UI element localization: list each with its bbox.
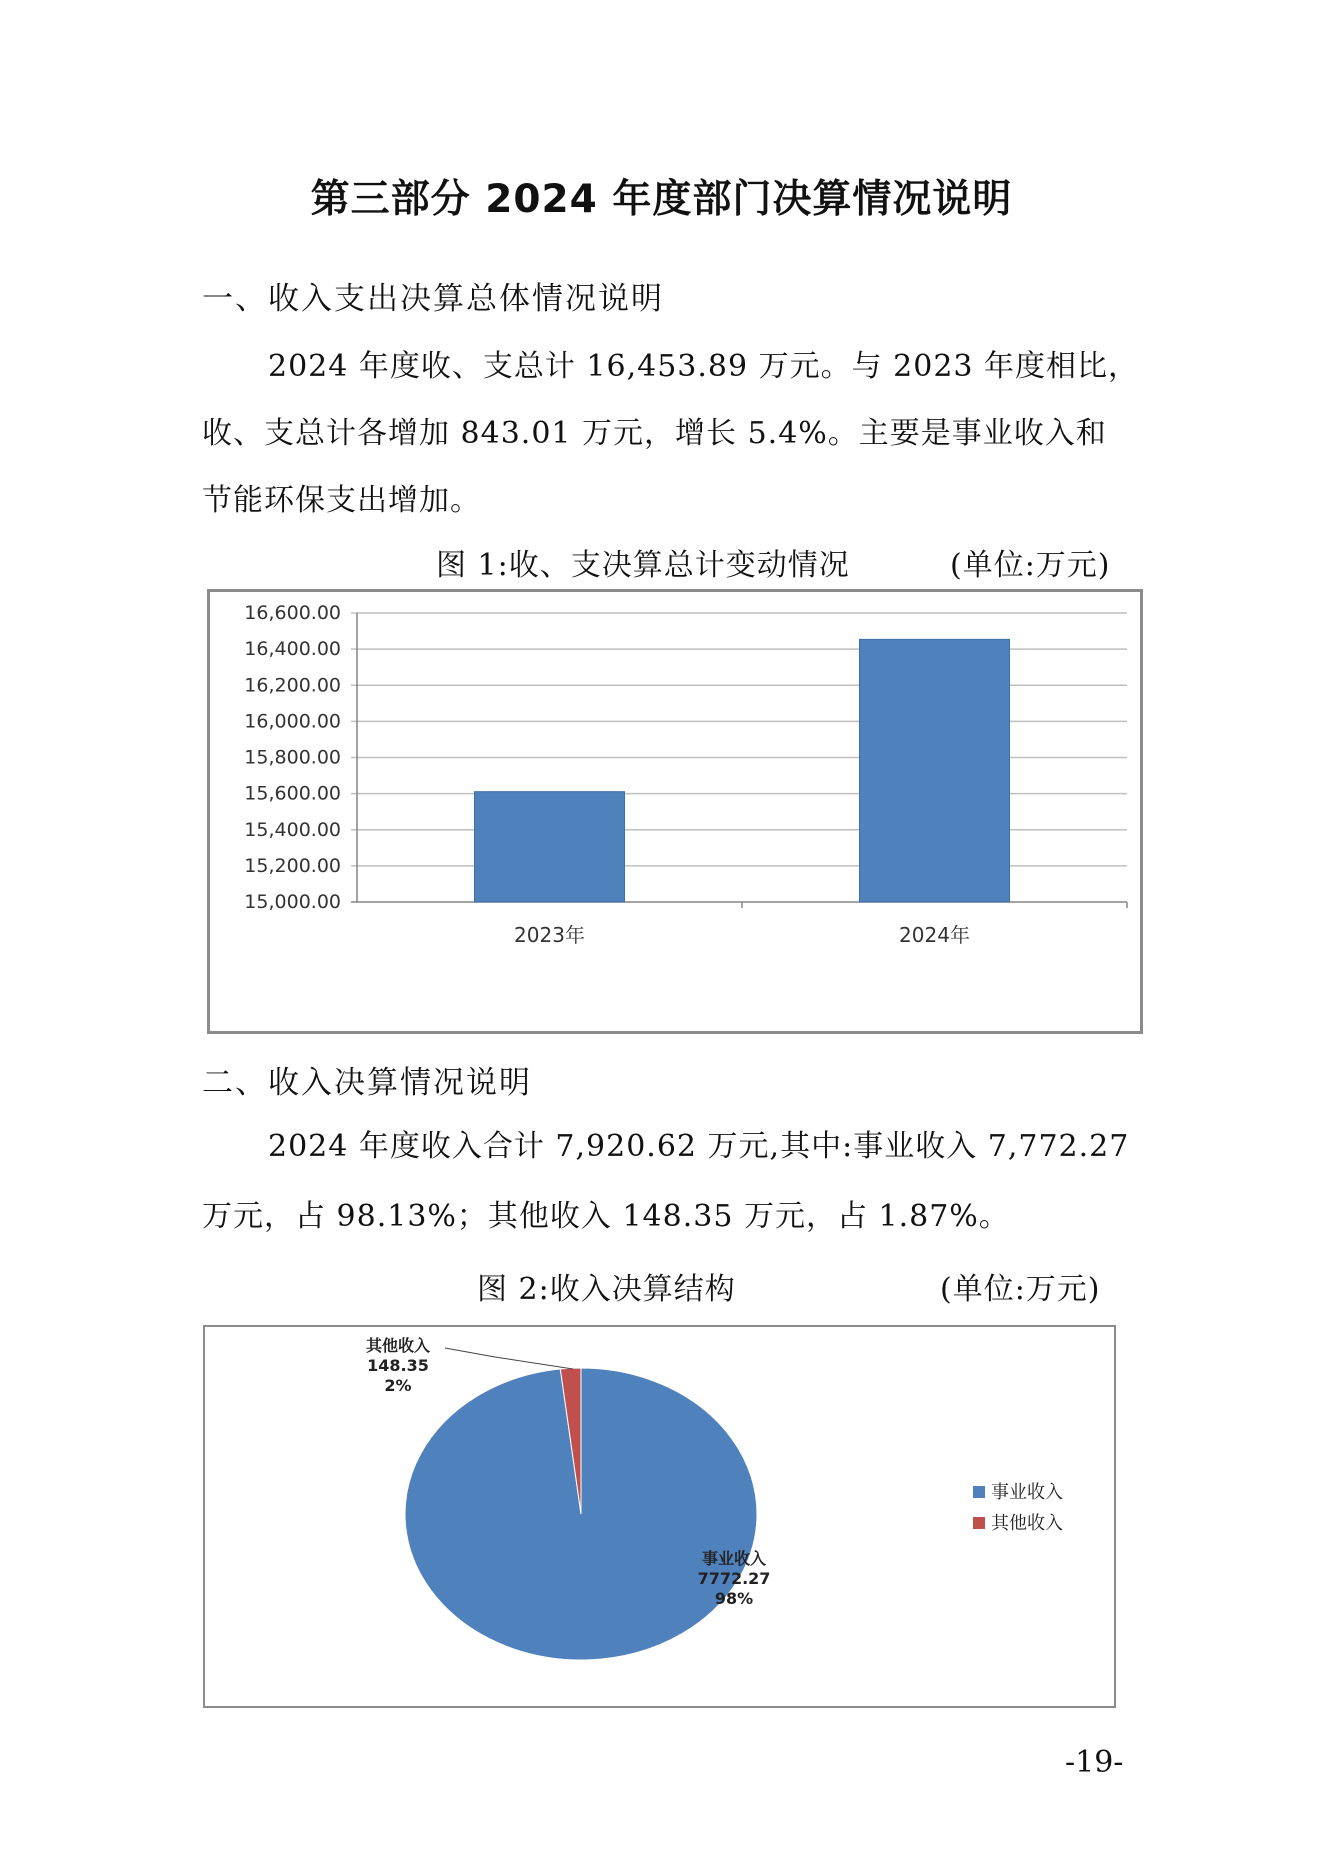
section1-line-2: 收、支总计各增加 843.01 万元，增长 5.4%。主要是事业收入和 bbox=[202, 416, 1107, 451]
pie-label-main: 事业收入 bbox=[701, 1549, 767, 1568]
bar-y-tick-label: 15,400.00 bbox=[244, 818, 341, 841]
figure2-caption: 图 2:收入决算结构 bbox=[477, 1272, 736, 1307]
pie-leader-line bbox=[445, 1348, 573, 1369]
legend-label: 其他收入 bbox=[991, 1513, 1063, 1534]
bar-y-tick-label: 16,000.00 bbox=[244, 710, 341, 733]
bar-1 bbox=[475, 792, 625, 902]
page-title: 第三部分 2024 年度部门决算情况说明 bbox=[310, 177, 1013, 222]
pie-label-other: 2% bbox=[384, 1376, 412, 1395]
legend-swatch bbox=[973, 1517, 985, 1529]
bar-x-label: 2023年 bbox=[514, 923, 585, 947]
bar-2 bbox=[860, 639, 1010, 902]
bar-y-tick-label: 15,800.00 bbox=[244, 746, 341, 769]
figure1-unit: (单位:万元) bbox=[950, 548, 1111, 583]
legend-swatch bbox=[973, 1486, 985, 1498]
legend-label: 事业收入 bbox=[991, 1482, 1063, 1503]
pie-label-main: 7772.27 bbox=[697, 1569, 771, 1588]
section1-heading: 一、收入支出决算总体情况说明 bbox=[202, 281, 664, 317]
figure2-unit: (单位:万元) bbox=[940, 1272, 1101, 1307]
page-number: -19- bbox=[1065, 1745, 1124, 1780]
bar-y-tick-label: 15,600.00 bbox=[244, 782, 341, 805]
pie-label-other: 148.35 bbox=[367, 1356, 429, 1375]
section2-line-2: 万元，占 98.13%；其他收入 148.35 万元，占 1.87%。 bbox=[202, 1199, 1010, 1234]
bar-y-tick-label: 16,400.00 bbox=[244, 638, 341, 661]
bar-y-tick-label: 15,000.00 bbox=[244, 891, 341, 913]
pie-chart bbox=[205, 1327, 1114, 1706]
bar-y-tick-label: 16,600.00 bbox=[244, 602, 341, 624]
section1-line-1: 2024 年度收、支总计 16,453.89 万元。与 2023 年度相比， bbox=[268, 349, 1140, 384]
figure1-caption: 图 1:收、支决算总计变动情况 bbox=[436, 548, 850, 583]
pie-chart-frame bbox=[203, 1325, 1116, 1708]
bar-y-tick-label: 15,200.00 bbox=[244, 854, 341, 877]
section2-heading: 二、收入决算情况说明 bbox=[202, 1065, 532, 1101]
pie-label-other: 其他收入 bbox=[365, 1336, 431, 1355]
section1-line-3: 节能环保支出增加。 bbox=[202, 483, 481, 518]
bar-chart bbox=[210, 592, 1140, 1031]
bar-x-label: 2024年 bbox=[899, 923, 970, 947]
bar-y-tick-label: 16,200.00 bbox=[244, 674, 341, 697]
section2-line-1: 2024 年度收入合计 7,920.62 万元,其中:事业收入 7,772.27 bbox=[268, 1129, 1130, 1164]
pie-label-main: 98% bbox=[714, 1589, 754, 1608]
bar-chart-frame bbox=[207, 589, 1143, 1034]
